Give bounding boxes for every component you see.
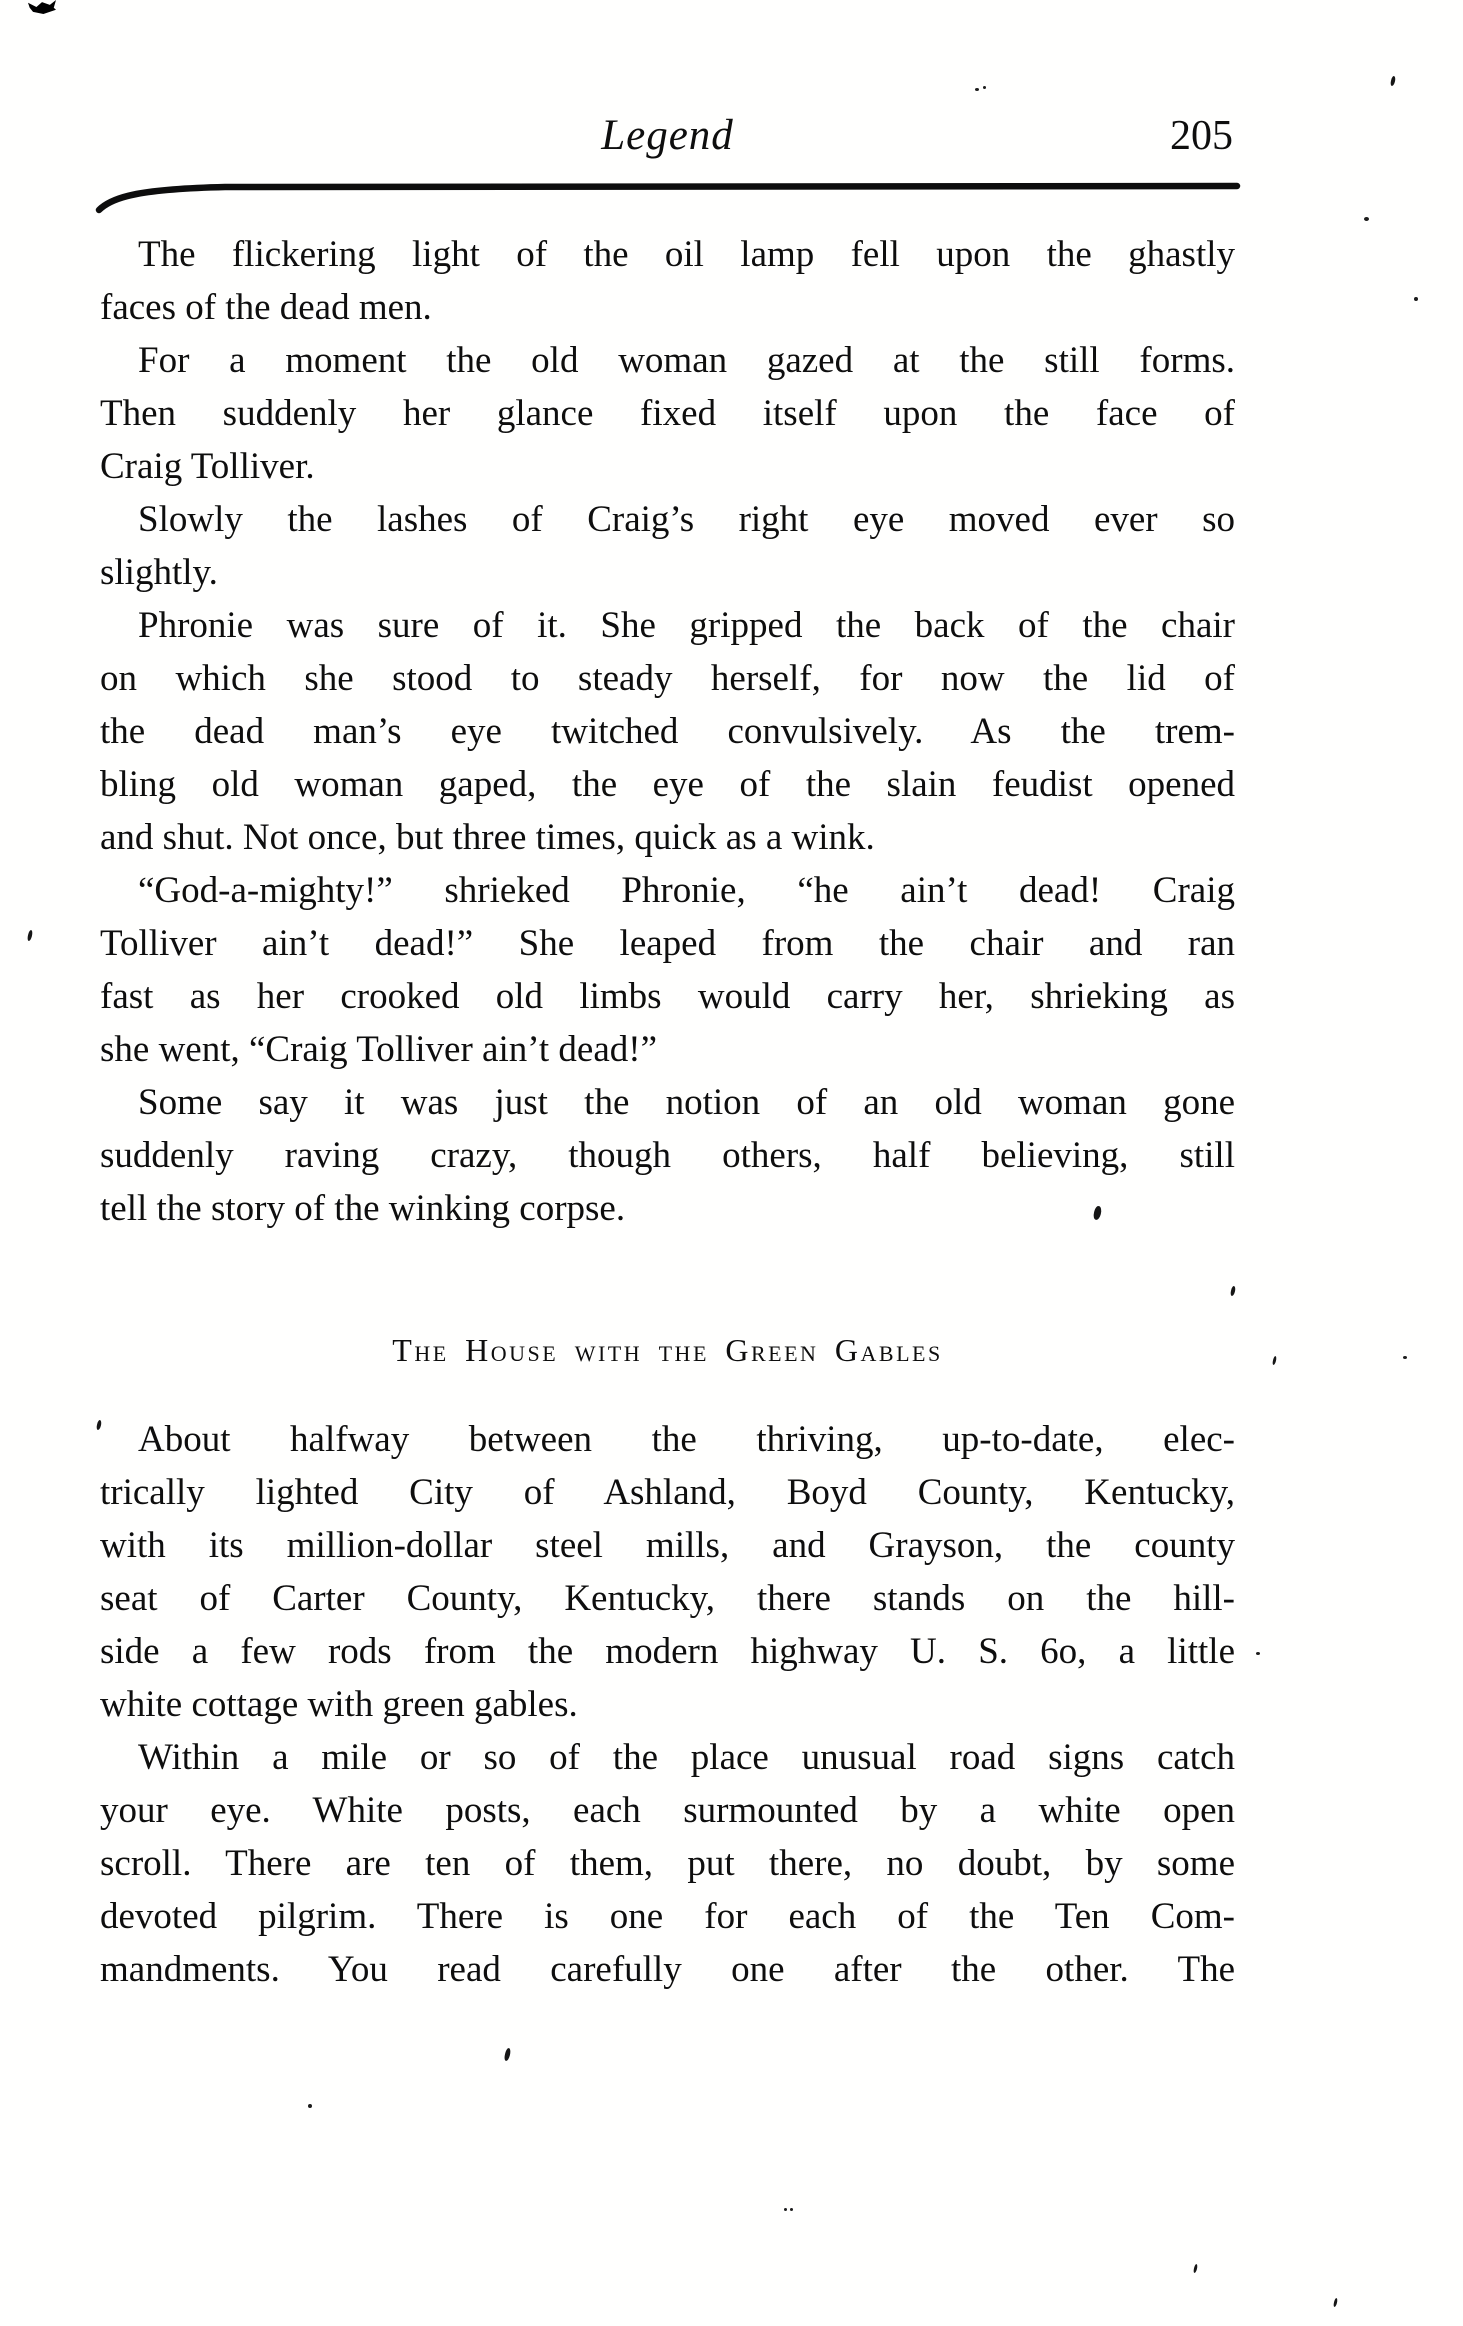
body-line: side a few rods from the modern highway U. S. 6o, a little: [100, 1631, 1235, 1672]
header-rule: [95, 178, 1241, 216]
scan-speck: [1414, 297, 1418, 301]
scan-speck: [790, 2208, 793, 2211]
scan-speck: [1390, 76, 1396, 87]
body-line: she went, “Craig Tolliver ain’t dead!”: [100, 1029, 658, 1070]
scan-speck: [1364, 217, 1369, 221]
scan-speck: [1403, 1356, 1407, 1359]
body-line: your eye. White posts, each surmounted by a white open: [100, 1790, 1235, 1831]
body-line: seat of Carter County, Kentucky, there stands on the hill-: [100, 1578, 1235, 1619]
scan-speck: [504, 2048, 512, 2062]
body-line: slightly.: [100, 552, 218, 593]
scan-speck: [1230, 1286, 1236, 1297]
body-line: suddenly raving crazy, though others, half believing, still: [100, 1135, 1235, 1176]
scan-speck: [27, 930, 34, 942]
scan-speck: [1333, 2298, 1338, 2307]
body-line: Craig Tolliver.: [100, 446, 315, 487]
body-line: on which she stood to steady herself, for now the lid of: [100, 658, 1235, 699]
page-number: 205: [1170, 113, 1233, 159]
body-line: trically lighted City of Ashland, Boyd County, Kentucky,: [100, 1472, 1235, 1513]
body-line: the dead man’s eye twitched convulsively. As the trem-: [100, 711, 1235, 752]
running-header: [100, 108, 1235, 164]
scan-speck: [784, 2208, 787, 2211]
scan-speck: [975, 88, 979, 91]
body-line: with its million-dollar steel mills, and Grayson, the county: [100, 1525, 1235, 1566]
scan-speck: [983, 86, 986, 89]
corner-ink-smudge: [28, 0, 56, 14]
body-line: Slowly the lashes of Craig’s right eye moved ever so: [138, 499, 1235, 540]
body-line: faces of the dead men.: [100, 287, 432, 328]
scan-speck: [1272, 1356, 1277, 1365]
body-line: Phronie was sure of it. She gripped the back of the chair: [138, 605, 1235, 646]
body-line: white cottage with green gables.: [100, 1684, 578, 1725]
body-line: For a moment the old woman gazed at the still forms.: [138, 340, 1235, 381]
body-text-block-1: [100, 228, 1235, 1235]
page-title: Legend: [601, 112, 734, 159]
body-line: Tolliver ain’t dead!” She leaped from the chair and ran: [100, 923, 1235, 964]
body-line: About halfway between the thriving, up-to-date, elec-: [138, 1419, 1235, 1460]
body-line: “God-a-mighty!” shrieked Phronie, “he ain’t dead! Craig: [138, 870, 1235, 911]
body-line: Then suddenly her glance fixed itself upon the face of: [100, 393, 1235, 434]
body-line: tell the story of the winking corpse.: [100, 1188, 626, 1229]
body-text-block-2: [100, 1413, 1235, 1996]
body-line: The flickering light of the oil lamp fell upon the ghastly: [138, 234, 1235, 275]
body-line: devoted pilgrim. There is one for each of the Ten Com-: [100, 1896, 1235, 1937]
body-line: fast as her crooked old limbs would carry her, shrieking as: [100, 976, 1235, 1017]
scan-speck: [1193, 2264, 1198, 2273]
body-line: Within a mile or so of the place unusual road signs catch: [138, 1737, 1235, 1778]
body-line: and shut. Not once, but three times, quick as a wink.: [100, 817, 875, 858]
body-line: Some say it was just the notion of an old woman gone: [138, 1082, 1235, 1123]
section-heading: The House with the Green Gables: [392, 1332, 943, 1368]
scan-speck: [308, 2104, 312, 2108]
body-line: bling old woman gaped, the eye of the slain feudist opened: [100, 764, 1235, 805]
body-line: scroll. There are ten of them, put there, no doubt, by some: [100, 1843, 1235, 1884]
scan-speck: [1256, 1652, 1260, 1655]
body-line: mandments. You read carefully one after the other. The: [100, 1949, 1235, 1990]
